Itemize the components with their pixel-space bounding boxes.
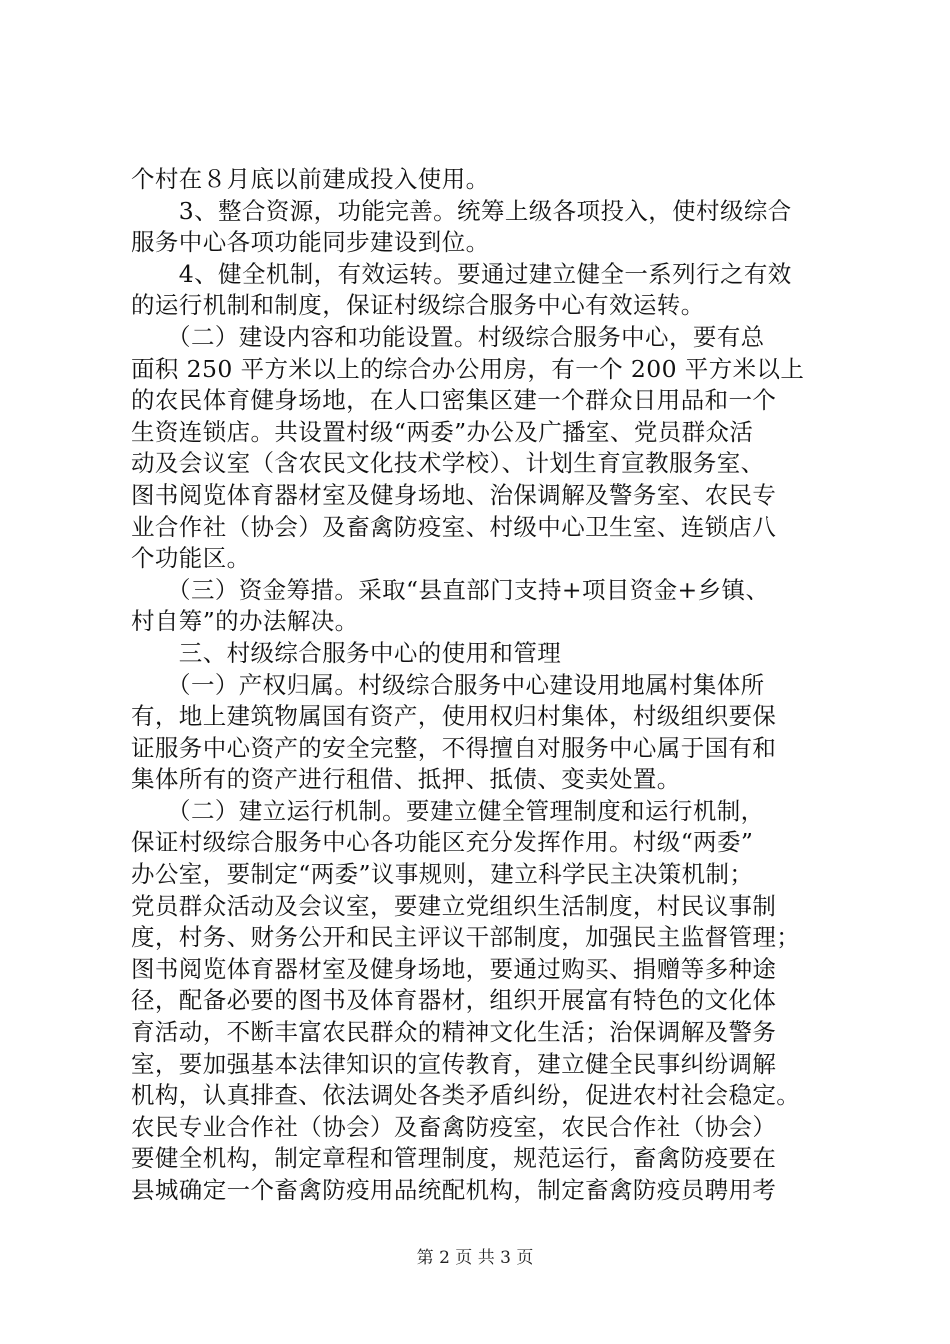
text-line: （一）产权归属。村级综合服务中心建设用地属村集体所 — [131, 670, 765, 699]
text-line: 个功能区。 — [131, 544, 251, 573]
text-line: 村自筹”的办法解决。 — [131, 607, 359, 636]
text-line: （三）资金筹措。采取“县直部门支持+项目资金+乡镇、 — [131, 575, 770, 604]
page-footer — [0, 1243, 950, 1268]
text-line: 集体所有的资产进行租借、抵押、抵债、变卖处置。 — [131, 765, 681, 794]
text-line: 农民专业合作社（协会）及畜禽防疫室，农民合作社（协会） — [131, 1112, 777, 1141]
text-line: 育活动，不断丰富农民群众的精神文化生活；治保调解及警务 — [131, 1018, 777, 1047]
text-line: 图书阅览体育器材室及健身场地、治保调解及警务室、农民专 — [131, 480, 777, 509]
text-line: 服务中心各项功能同步建设到位。 — [131, 228, 490, 257]
text-line: 办公室，要制定“两委”议事规则，建立科学民主决策机制； — [131, 860, 754, 889]
text-line: 图书阅览体育器材室及健身场地，要通过购买、捐赠等多种途 — [131, 954, 777, 983]
text-line: 4、健全机制，有效运转。要通过建立健全一系列行之有效 — [131, 259, 792, 288]
text-line: 业合作社（协会）及畜禽防疫室、村级中心卫生室、连锁店八 — [131, 512, 777, 541]
text-line: 室，要加强基本法律知识的宣传教育，建立健全民事纠纷调解 — [131, 1049, 777, 1078]
text-line: 度，村务、财务公开和民主评议干部制度，加强民主监督管理； — [131, 923, 801, 952]
text-line: 生资连锁店。共设置村级“两委”办公及广播室、党员群众活 — [131, 417, 754, 446]
text-line: 面积 250 平方米以上的综合办公用房，有一个 200 平方米以上 — [131, 354, 805, 383]
text-line: 机构，认真排查、依法调处各类矛盾纠纷，促进农村社会稳定。 — [131, 1081, 801, 1110]
text-line: 证服务中心资产的安全完整，不得擅自对服务中心属于国有和 — [131, 733, 777, 762]
text-line: 个村在８月底以前建成投入使用。 — [131, 165, 490, 193]
text-line: （二）建立运行机制。要建立健全管理制度和运行机制， — [131, 796, 765, 825]
section-heading: 三、村级综合服务中心的使用和管理 — [131, 638, 562, 667]
text-line: 的农民体育健身场地，在人口密集区建一个群众日用品和一个 — [131, 386, 777, 415]
text-line: 3、整合资源，功能完善。统筹上级各项投入，使村级综合 — [131, 196, 792, 225]
text-line: 动及会议室（含农民文化技术学校）、计划生育宣教服务室、 — [131, 449, 765, 478]
text-line: 保证村级综合服务中心各功能区充分发挥作用。村级“两委” — [131, 828, 754, 857]
text-line: 有，地上建筑物属国有资产，使用权归村集体，村级组织要保 — [131, 702, 777, 731]
text-line: 县城确定一个畜禽防疫用品统配机构，制定畜禽防疫员聘用考 — [131, 1176, 777, 1204]
page-number: 第 2 页 共 3 页 — [416, 1248, 534, 1268]
text-line: 的运行机制和制度，保证村级综合服务中心有效运转。 — [131, 291, 705, 320]
text-line: 径，配备必要的图书及体育器材，组织开展富有特色的文化体 — [131, 986, 777, 1015]
text-line: （二）建设内容和功能设置。村级综合服务中心，要有总 — [131, 322, 765, 351]
text-line: 党员群众活动及会议室，要建立党组织生活制度，村民议事制 — [131, 891, 777, 920]
document-body — [131, 164, 831, 1207]
text-line: 要健全机构，制定章程和管理制度，规范运行，畜禽防疫要在 — [131, 1144, 777, 1173]
